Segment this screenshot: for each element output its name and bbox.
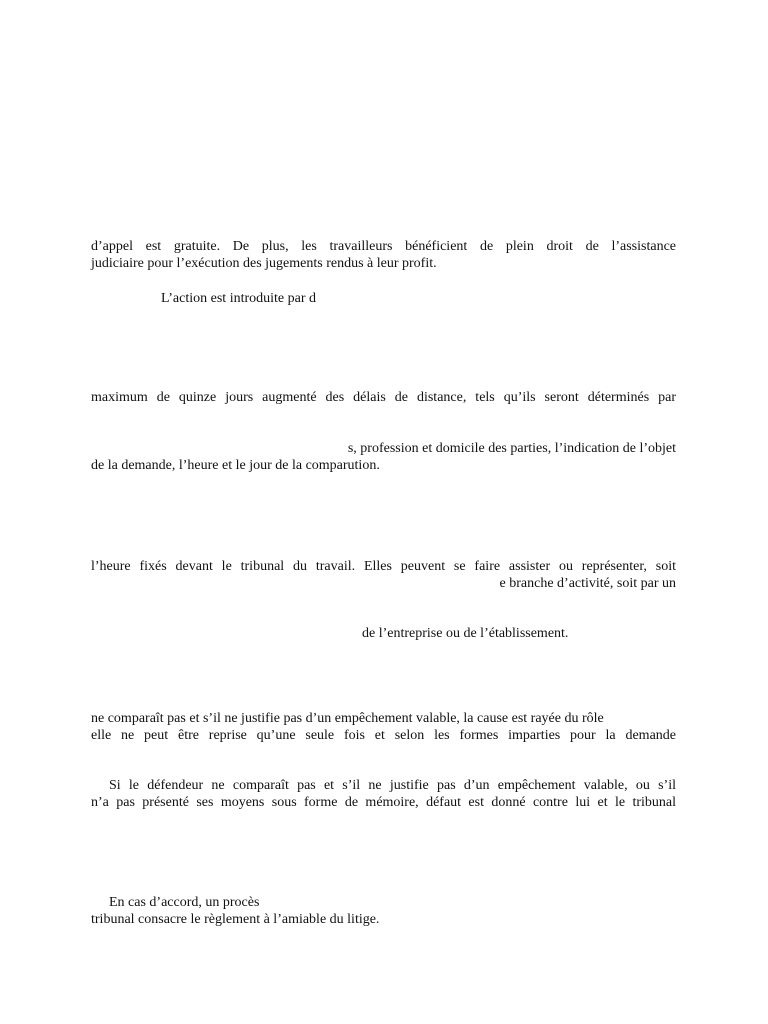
- paragraph-2-line-1: L’action est introduite par d: [161, 291, 316, 306]
- paragraph-1-line-2: judiciaire pour l’exécution des jugements rendus à leur profit.: [91, 256, 437, 271]
- paragraph-8-line-1: En cas d’accord, un procès: [109, 895, 260, 910]
- paragraph-1-line-1: d’appel est gratuite. De plus, les travailleurs bénéficient de plein droit de l’assistance: [91, 239, 676, 254]
- paragraph-6-line-2: elle ne peut être reprise qu’une seule fois et selon les formes imparties pour la demande: [91, 728, 676, 743]
- paragraph-3-line-1: maximum de quinze jours augmenté des délais de distance, tels qu’ils seront déterminés par: [91, 390, 676, 405]
- paragraph-7-line-2: n’a pas présenté ses moyens sous forme de mémoire, défaut est donné contre lui et le tribunal: [91, 795, 676, 810]
- paragraph-6-line-1: ne comparaît pas et s’il ne justifie pas d’un empêchement valable, la cause est rayée du rôle: [91, 711, 604, 726]
- paragraph-7-line-1: Si le défendeur ne comparaît pas et s’il ne justifie pas d’un empêchement valable, ou s’il: [109, 778, 676, 793]
- paragraph-8-line-2: tribunal consacre le règlement à l’amiable du litige.: [91, 912, 380, 927]
- paragraph-5-line-2: e branche d’activité, soit par un: [499, 576, 676, 591]
- paragraph-5-line-3: de l’entreprise ou de l’établissement.: [362, 626, 569, 641]
- paragraph-5-line-1: l’heure fixés devant le tribunal du travail. Elles peuvent se faire assister ou représenter, soit: [91, 559, 676, 574]
- paragraph-4-line-2: de la demande, l’heure et le jour de la comparution.: [91, 458, 380, 473]
- paragraph-4-line-1: s, profession et domicile des parties, l’indication de l’objet: [347, 441, 676, 456]
